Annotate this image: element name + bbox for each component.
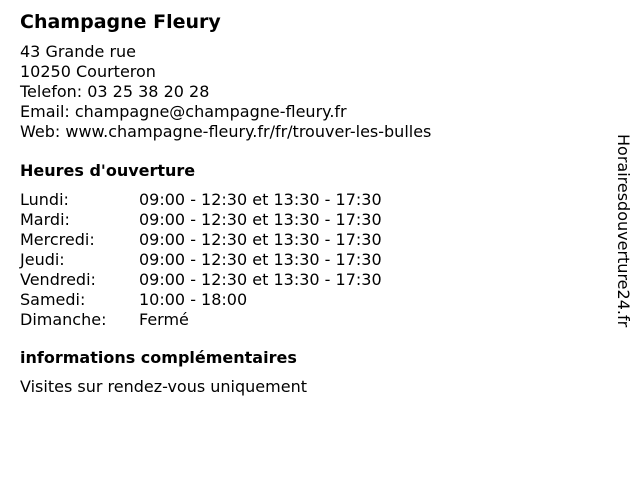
day-label: Lundi: [20, 190, 69, 209]
day-label: Samedi: [20, 290, 86, 309]
time-value: 10:00 - 18:00 [139, 290, 248, 309]
business-card [20, 10, 580, 397]
time-value: 09:00 - 12:30 et 13:30 - 17:30 [139, 190, 382, 209]
day-label: Dimanche: [20, 310, 107, 329]
hours-list [20, 190, 580, 330]
hours-heading: Heures d'ouverture [20, 161, 196, 180]
web-line: Web: www.champagne-fleury.fr/fr/trouver-les-bulles [20, 122, 432, 141]
time-value: 09:00 - 12:30 et 13:30 - 17:30 [139, 270, 382, 289]
hours-row [20, 270, 580, 290]
info-heading: informations complémentaires [20, 348, 297, 367]
time-value: 09:00 - 12:30 et 13:30 - 17:30 [139, 210, 382, 229]
time-value: Fermé [139, 310, 189, 329]
time-value: 09:00 - 12:30 et 13:30 - 17:30 [139, 250, 382, 269]
hours-row [20, 310, 580, 330]
business-name: Champagne Fleury [20, 11, 221, 33]
hours-row [20, 230, 580, 250]
email-line: Email: champagne@champagne-fleury.fr [20, 102, 347, 121]
day-label: Mercredi: [20, 230, 95, 249]
info-text: Visites sur rendez-vous uniquement [20, 377, 307, 396]
hours-row [20, 290, 580, 310]
phone-line: Telefon: 03 25 38 20 28 [20, 82, 210, 101]
day-label: Jeudi: [20, 250, 65, 269]
day-label: Vendredi: [20, 270, 96, 289]
time-value: 09:00 - 12:30 et 13:30 - 17:30 [139, 230, 382, 249]
day-label: Mardi: [20, 210, 70, 229]
address-city: 10250 Courteron [20, 62, 156, 81]
hours-row [20, 210, 580, 230]
hours-row [20, 250, 580, 270]
site-watermark: Horairesdouverture24.fr [614, 134, 633, 328]
address-street: 43 Grande rue [20, 42, 137, 61]
hours-row [20, 190, 580, 210]
